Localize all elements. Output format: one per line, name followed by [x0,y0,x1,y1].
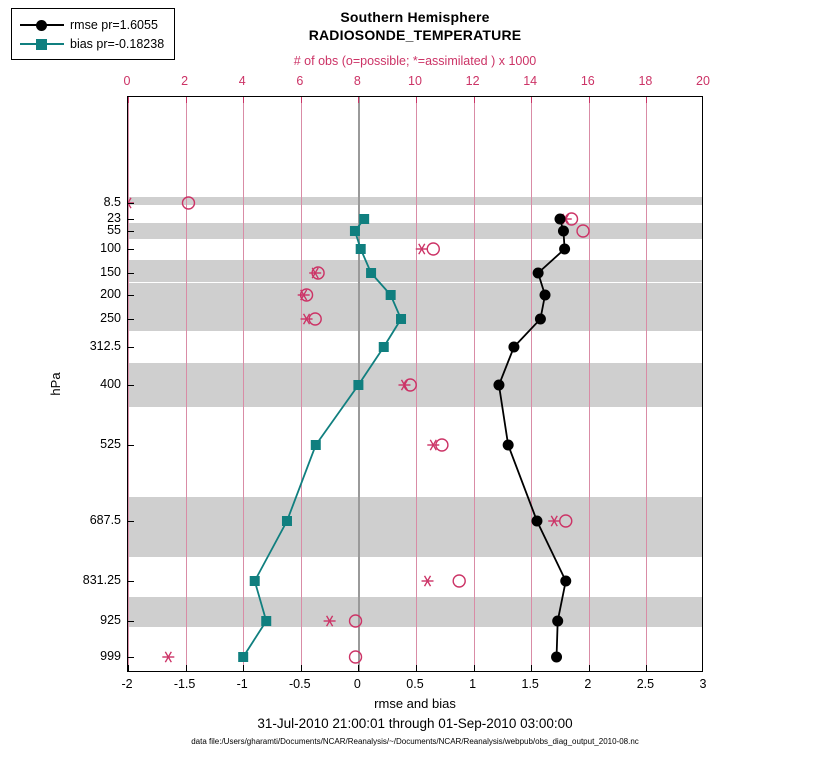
square-filled-icon [250,576,260,586]
legend-item-rmse [20,15,164,34]
legend-label-rmse: rmse pr=1.6055 [70,17,158,32]
circle-open-icon [182,197,194,209]
y-tick [128,581,134,582]
circle-filled-icon [535,314,546,325]
y-tick-label: 55 [107,223,121,237]
asterisk-icon [416,244,428,254]
circle-filled-icon [560,576,571,587]
top-axis-tick-label: 10 [408,74,422,88]
circle-open-icon [577,225,589,237]
top-axis-tick-label: 0 [123,74,131,88]
circle-open-icon [427,243,439,255]
x-tick-label: 3 [699,677,707,691]
y-tick-label: 150 [100,265,121,279]
y-tick-label: 8.5 [103,195,121,209]
x-tick [646,665,647,671]
title-line-1: Southern Hemisphere [340,9,490,25]
circle-filled-icon [493,380,504,391]
square-filled-icon [359,214,369,224]
top-axis-tick [186,97,187,103]
top-axis-tick [589,97,590,103]
x-tick-label: 0 [353,677,361,691]
y-tick [128,319,134,320]
y-tick-label: 200 [100,287,121,301]
square-filled-icon [238,652,248,662]
x-tick [301,665,302,671]
y-tick-label: 400 [100,377,121,391]
square-filled-icon [36,39,47,50]
circle-filled-icon [508,342,519,353]
y-tick-label: 925 [100,613,121,627]
top-axis-title: # of obs (o=possible; *=assimilated ) x 1000 [293,54,537,68]
square-filled-icon [356,244,366,254]
square-filled-icon [396,314,406,324]
x-tick [243,665,244,671]
circle-filled-icon [555,214,566,225]
asterisk-icon [324,616,336,626]
circle-open-icon [453,575,465,587]
y-tick-label: 999 [100,649,121,663]
asterisk-icon [398,380,410,390]
y-tick [128,445,134,446]
x-tick [416,665,417,671]
top-axis-tick-label: 16 [580,74,595,88]
circle-filled-icon [552,616,563,627]
y-tick [128,295,134,296]
top-axis-tick-label: 4 [238,74,246,88]
y-tick-label: 525 [100,437,121,451]
square-filled-icon [311,440,321,450]
x-tick [474,665,475,671]
series-line [243,219,401,657]
circle-filled-icon [503,440,514,451]
x-tick [531,665,532,671]
y-tick [128,347,134,348]
top-axis-tick-label: 6 [296,74,304,88]
x-tick-label: -1 [236,677,248,691]
y-tick-label: 100 [100,241,121,255]
y-tick-label: 831.25 [82,573,121,587]
y-tick [128,621,134,622]
x-tick-label: 0.5 [406,677,424,691]
chart-canvas [128,97,703,672]
x-tick [128,665,129,671]
circle-open-icon [560,515,572,527]
y-tick [128,219,134,220]
legend-label-bias: bias pr=-0.18238 [70,36,165,51]
top-axis-tick [243,97,244,103]
circle-filled-icon [559,244,570,255]
legend-sample-rmse [20,18,64,32]
y-axis-title: hPa [48,372,63,396]
top-axis-tick [474,97,475,103]
y-tick-label: 23 [107,211,121,225]
legend [11,8,175,60]
legend-sample-bias [20,37,64,51]
top-axis-tick [358,97,359,103]
circle-filled-icon [540,290,551,301]
x-tick-label: -0.5 [289,677,311,691]
top-axis-tick-label: 14 [523,74,538,88]
top-axis-tick-label: 18 [638,74,653,88]
y-tick-label: 312.5 [89,339,121,353]
y-tick [128,657,134,658]
title-line-2: RADIOSONDE_TEMPERATURE [308,27,522,43]
y-tick [128,521,134,522]
asterisk-icon [422,576,434,586]
x-axis-title: rmse and bias [374,696,456,711]
circle-filled-icon [533,268,544,279]
x-tick [186,665,187,671]
y-tick [128,273,134,274]
square-filled-icon [350,226,360,236]
asterisk-icon [162,652,174,662]
y-tick-label: 250 [100,311,121,325]
x-tick-label: -1.5 [173,677,196,691]
series-line [499,219,566,657]
x-tick-label: 1.5 [521,677,539,691]
top-axis-tick-label: 20 [696,74,710,88]
square-filled-icon [379,342,389,352]
circle-filled-icon [558,226,569,237]
y-tick [128,203,134,204]
square-filled-icon [386,290,396,300]
y-tick [128,231,134,232]
x-tick-label: -2 [121,677,133,691]
asterisk-icon [298,290,310,300]
top-axis-tick-label: 12 [465,74,480,88]
square-filled-icon [366,268,376,278]
top-axis-tick [646,97,647,103]
circle-open-icon [350,615,362,627]
top-axis-tick-label: 8 [353,74,361,88]
asterisk-icon [309,268,321,278]
circle-open-icon [350,651,362,663]
x-tick [589,665,590,671]
y-tick [128,385,134,386]
top-axis-tick [128,97,129,103]
y-tick-label: 687.5 [89,513,121,527]
top-axis-tick [531,97,532,103]
data-file-path: data file:/Users/gharamti/Documents/NCAR/Reanalysis/~/Documents/NCAR/Reanalysis/webpub/obs_diag_output_2010-08.nc [191,737,639,746]
date-range-subtitle: 31-Jul-2010 21:00:01 through 01-Sep-2010 03:00:00 [257,716,573,731]
top-axis-tick [301,97,302,103]
asterisk-icon [548,516,560,526]
plot-area [127,96,703,672]
top-axis-tick [416,97,417,103]
x-tick-label: 1 [469,677,477,691]
square-filled-icon [282,516,292,526]
square-filled-icon [353,380,363,390]
legend-item-bias [20,34,164,53]
x-tick [358,665,359,671]
square-filled-icon [261,616,271,626]
circle-filled-icon [36,20,47,31]
circle-filled-icon [531,516,542,527]
x-tick-label: 2.5 [636,677,655,691]
circle-filled-icon [551,652,562,663]
x-tick-label: 2 [584,677,592,691]
top-axis-tick-label: 2 [181,74,189,88]
y-tick [128,249,134,250]
